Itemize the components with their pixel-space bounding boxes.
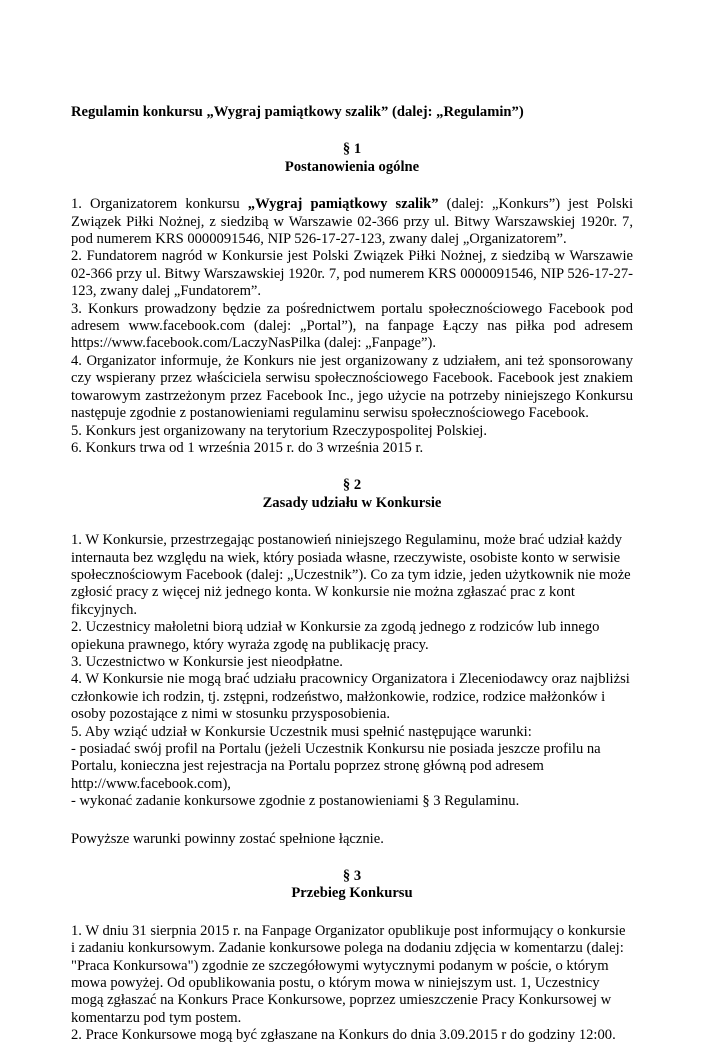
section-number: § 3 bbox=[342, 868, 362, 885]
document-page bbox=[71, 104, 633, 1045]
paragraph: 2. Prace Konkursowe mogą być zgłaszane na Konkurs do dnia 3.09.2015 r do godziny 12:00. bbox=[71, 1027, 616, 1044]
paragraph: 1. W dniu 31 sierpnia 2015 r. na Fanpage Organizator opublikuje post informujący o konkursie i zadaniu konkursowym. Zadanie konkursowe polega na dodaniu zdjęcia w komentarzu (dalej: "Praca Konkursowa") zgodnie ze szczegółowymi wytycznymi podanym w poście, o którym mowa powyżej. Od opublikowania postu, o którym mowa w niniejszym ust. 1, Uczestnicy mogą zgłaszać na Konkurs Prace Konkursowe, poprzez umieszczenie Pracy Konkursowej w komentarzu pod tym postem. bbox=[71, 922, 626, 1026]
section-number: § 1 bbox=[342, 141, 362, 158]
section-number: § 2 bbox=[342, 477, 362, 494]
contest-name: „Wygraj pamiątkowy szalik” bbox=[247, 196, 439, 213]
paragraph: 5. Konkurs jest organizowany na terytorium Rzeczypospolitej Polskiej. bbox=[71, 422, 487, 439]
section-3 bbox=[71, 868, 633, 1045]
list-item: - wykonać zadanie konkursowe zgodnie z postanowieniami § 3 Regulaminu. bbox=[71, 793, 520, 810]
section-heading: Zasady udziału w Konkursie bbox=[262, 494, 442, 511]
paragraph: 2. Fundatorem nagród w Konkursie jest Polski Związek Piłki Nożnej, z siedzibą w Warszawie 02-366 przy ul. Bitwy Warszawskiej 1920r. 7, pod numerem KRS 0000091546, NIP 526-17-27-123, zwany dalej „Fundatorem”. bbox=[71, 248, 633, 300]
paragraph-prefix: 1. Organizatorem konkursu bbox=[71, 196, 248, 213]
section-1 bbox=[71, 141, 633, 457]
paragraph-note: Powyższe warunki powinny zostać spełnione łącznie. bbox=[71, 830, 384, 847]
section-2 bbox=[71, 477, 633, 848]
paragraph: 6. Konkurs trwa od 1 września 2015 r. do 3 września 2015 r. bbox=[71, 439, 424, 456]
paragraph-rest: (dalej: „Konkurs”) jest Polski Związek Piłki Nożnej, z siedzibą w Warszawie 02-366 przy ul. Bitwy Warszawskiej 1920r. 7, pod numerem KRS 0000091546, NIP 526-17-27-123, zwany dalej „Organizatorem”. bbox=[71, 196, 634, 248]
paragraph: 5. Aby wziąć udział w Konkursie Uczestnik musi spełnić następujące warunki: bbox=[71, 723, 532, 740]
document-title: Regulamin konkursu „Wygraj pamiątkowy szalik” (dalej: „Regulamin”) bbox=[71, 104, 524, 120]
section-heading: Przebieg Konkursu bbox=[291, 885, 413, 902]
paragraph: 4. W Konkursie nie mogą brać udziału pracownicy Organizatora i Zleceniodawcy oraz najbliżsi członkowie ich rodzin, tj. zstępni, rodzeństwo, małżonkowie, rodzice, rodzice małżonków i osoby pozostające z nimi w stosunku przysposobienia. bbox=[71, 671, 630, 723]
section-heading: Postanowienia ogólne bbox=[284, 158, 420, 175]
paragraph: 1. W Konkursie, przestrzegając postanowień niniejszego Regulaminu, może brać udział każdy internauta bez względu na wiek, który posiada własne, rzeczywiste, osobiste konto w serwisie społecznościowym Facebook (dalej: „Uczestnik”). Co za tym idzie, jeden użytkownik nie może zgłosić pracy z więcej niż jednego konta. W konkursie nie można zgłaszać prac z kont fikcyjnych. bbox=[71, 532, 631, 618]
paragraph: 2. Uczestnicy małoletni biorą udział w Konkursie za zgodą jednego z rodziców lub innego opiekuna prawnego, który wyraża zgodę na publikację pracy. bbox=[71, 619, 600, 653]
list-item: - posiadać swój profil na Portalu (jeżeli Uczestnik Konkursu nie posiada jeszcze profilu na Portalu, konieczna jest rejestracja na Portalu poprzez stronę główną pod adresem http://www.facebook.com), bbox=[71, 741, 601, 792]
paragraph bbox=[71, 196, 633, 248]
paragraph: 3. Konkurs prowadzony będzie za pośrednictwem portalu społecznościowego Facebook pod adresem www.facebook.com (dalej: „Portal”), na fanpage Łączy nas piłka pod adresem https://www.facebook.com/LaczyNasPilka (dalej: „Fanpage”). bbox=[71, 300, 633, 352]
paragraph: 3. Uczestnictwo w Konkursie jest nieodpłatne. bbox=[71, 653, 343, 670]
paragraph: 4. Organizator informuje, że Konkurs nie jest organizowany z udziałem, ani też sponsorowany czy wspierany przez właściciela serwisu społecznościowego Facebook. Facebook jest znakiem towarowym zastrzeżonym przez Facebook Inc., jego użycie na potrzeby niniejszego Konkursu następuje zgodnie z postanowieniami regulaminu serwisu społecznościowego Facebook. bbox=[71, 352, 633, 422]
